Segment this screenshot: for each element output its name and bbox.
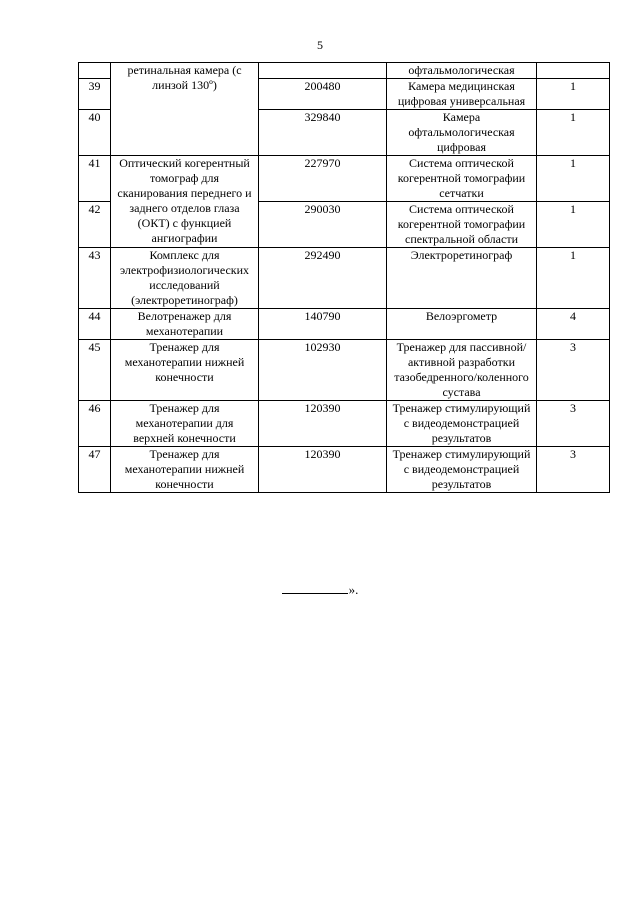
table-row [79, 156, 610, 202]
cell-qty: 4 [537, 309, 610, 340]
table-row [79, 447, 610, 493]
signature-blank-line [282, 580, 348, 594]
cell-type: Тренажер для пассивной/активной разработки тазобедренного/коленного сустава [387, 340, 537, 401]
cell-code: 329840 [259, 110, 387, 156]
cell-name [111, 63, 259, 156]
equipment-table [78, 62, 610, 493]
cell-type: Камера офтальмологическая цифровая [387, 110, 537, 156]
table-row [79, 248, 610, 309]
cell-name: Тренажер для механотерапии для верхней конечности [111, 401, 259, 447]
cell-num: 40 [79, 110, 111, 156]
cell-qty: 1 [537, 248, 610, 309]
cell-type: Велоэргометр [387, 309, 537, 340]
cell-qty [537, 63, 610, 79]
cell-num [79, 63, 111, 79]
cell-code: 290030 [259, 202, 387, 248]
cell-name-text: ретинальная камера (с линзой 130º) [127, 63, 242, 92]
cell-code: 120390 [259, 447, 387, 493]
cell-num: 41 [79, 156, 111, 202]
cell-qty: 1 [537, 110, 610, 156]
cell-type: Камера медицинская цифровая универсальная [387, 79, 537, 110]
cell-name: Комплекс для электрофизиологических исследований (электроретинограф) [111, 248, 259, 309]
table-row [79, 401, 610, 447]
cell-type: Электроретинограф [387, 248, 537, 309]
cell-num: 39 [79, 79, 111, 110]
cell-type: офтальмологическая [387, 63, 537, 79]
cell-num: 46 [79, 401, 111, 447]
table-row [79, 309, 610, 340]
cell-qty: 1 [537, 79, 610, 110]
closing-quote: ». [348, 582, 359, 597]
cell-num: 42 [79, 202, 111, 248]
cell-num: 47 [79, 447, 111, 493]
cell-num: 45 [79, 340, 111, 401]
cell-qty: 1 [537, 156, 610, 202]
cell-code: 120390 [259, 401, 387, 447]
cell-type: Система оптической когерентной томографии сетчатки [387, 156, 537, 202]
cell-qty: 1 [537, 202, 610, 248]
cell-name: Тренажер для механотерапии нижней конечности [111, 447, 259, 493]
cell-num: 44 [79, 309, 111, 340]
page-number: 5 [317, 38, 323, 52]
cell-code [259, 63, 387, 79]
table-row [79, 340, 610, 401]
cell-qty: 3 [537, 340, 610, 401]
cell-code: 140790 [259, 309, 387, 340]
cell-type: Тренажер стимулирующий с видеодемонстрацией результатов [387, 401, 537, 447]
cell-code: 102930 [259, 340, 387, 401]
cell-num: 43 [79, 248, 111, 309]
cell-code: 200480 [259, 79, 387, 110]
cell-code: 227970 [259, 156, 387, 202]
cell-qty: 3 [537, 447, 610, 493]
cell-name: Тренажер для механотерапии нижней конечности [111, 340, 259, 401]
cell-type: Тренажер стимулирующий с видеодемонстрацией результатов [387, 447, 537, 493]
cell-name: Велотренажер для механотерапии [111, 309, 259, 340]
cell-code: 292490 [259, 248, 387, 309]
cell-qty: 3 [537, 401, 610, 447]
table-row-continuation [79, 63, 610, 79]
cell-type: Система оптической когерентной томографии спектральной области [387, 202, 537, 248]
cell-name: Оптический когерентный томограф для сканирования переднего и заднего отделов глаза (ОКТ) с функцией ангиографии [111, 156, 259, 248]
closing-line [0, 580, 640, 598]
